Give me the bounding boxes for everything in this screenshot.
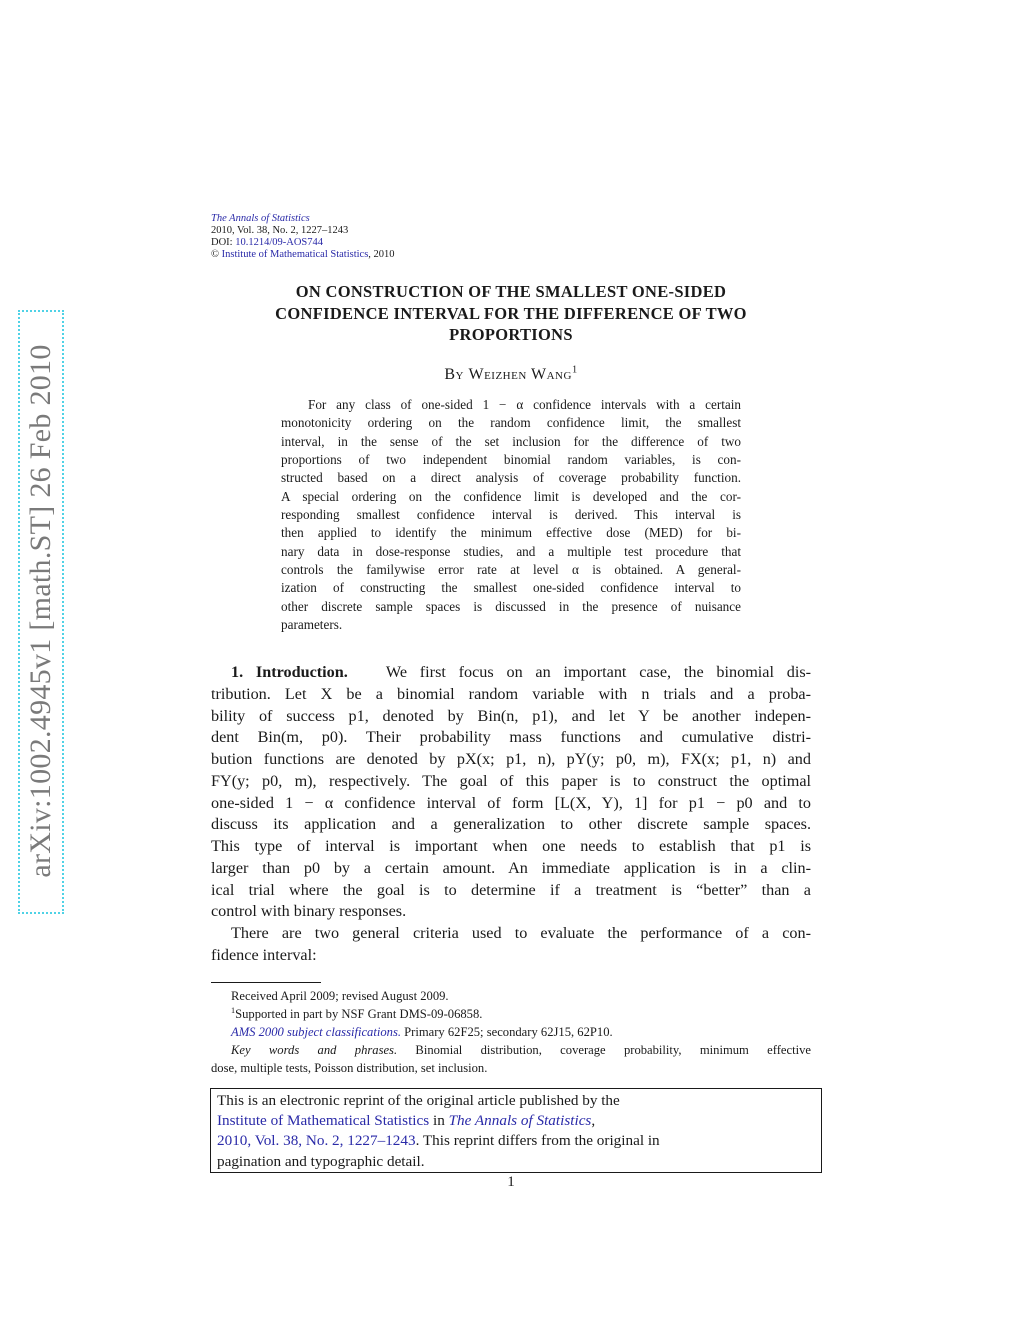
author-by: By [444,366,464,383]
body-line: FY(y; p0, m), respectively. The goal of this paper is to construct the optimal [211,771,811,790]
journal-header [211,213,395,261]
copyright-year: , 2010 [368,249,395,260]
body-line: bility of success p1, denoted by Bin(n, p1), and let Y be another indepen- [211,706,811,725]
abstract-line: then applied to identify the minimum effective dose (MED) for bi- [281,525,741,541]
body-line: dent Bin(m, p0). Their probability mass functions and cumulative distri- [211,728,811,747]
section-number: 1. [231,663,244,681]
keywords-text-cont: dose, multiple tests, Poisson distribution, set inclusion. [211,1061,488,1076]
author-line [211,366,811,384]
section-title: Introduction. [255,663,348,681]
body-line: discuss its application and a generalization to other discrete sample spaces. [211,815,811,834]
support-footnote-mark: 1 [231,1005,236,1015]
reprint-institute-link[interactable]: Institute of Mathematical Statistics [217,1112,430,1130]
abstract-line: other discrete sample spaces is discussed in the presence of nuisance [281,598,741,614]
body-line: bution functions are denoted by pX(x; p1, n), pY(y; p0, m), FX(x; p1, n) and [211,750,811,768]
abstract-line: proportions of two independent binomial random variables, is con- [281,452,741,468]
abstract-line: A special ordering on the confidence limit is developed and the cor- [281,488,741,504]
keywords-text: Binomial distribution, coverage probability, minimum effective [397,1043,811,1058]
body-line: tribution. Let X be a binomial random variable with n trials and a proba- [211,684,811,703]
support-note: Supported in part by NSF Grant DMS-09-06858. [235,1007,483,1022]
abstract-line: responding smallest confidence interval is derived. This interval is [281,507,741,523]
body-line: This type of interval is important when one needs to establish that p1 is [211,837,811,855]
ams-classification-text: Primary 62F25; secondary 62J15, 62P10. [401,1025,613,1040]
journal-link[interactable]: The Annals of Statistics [211,213,310,224]
keywords-label: Key words and phrases. [231,1043,398,1058]
body-line: larger than p0 by a certain amount. An immediate application is in a clin- [211,858,811,877]
body-line: one-sided 1 − α confidence interval of form [L(X, Y), 1] for p1 − p0 and to [211,793,811,812]
reprint-line-3: . This reprint differs from the original in [415,1132,660,1150]
footnotes [211,987,811,1077]
page-number: 1 [507,1174,515,1190]
volume-line: 2010, Vol. 38, No. 2, 1227–1243 [211,225,349,236]
reprint-notice-box [210,1088,822,1173]
abstract-line: ization of constructing the smallest one-sided confidence interval to [281,580,741,596]
body-line: control with binary responses. [211,902,407,921]
body-line: fidence interval: [211,945,317,964]
doi-label: DOI: [211,237,233,248]
arxiv-stamp: arXiv:1002.4945v1 [math.ST] 26 Feb 2010 [24,344,57,878]
body-line: ical trial where the goal is to determine if a treatment is “better” than a [211,880,811,899]
footnote-rule [211,982,321,983]
doi-link[interactable]: 10.1214/09-AOS744 [235,237,324,248]
reprint-journal-link[interactable]: The Annals of Statistics [448,1112,592,1130]
title-line-2: CONFIDENCE INTERVAL FOR THE DIFFERENCE OF TWO [275,303,747,323]
abstract-line: monotonicity ordering on the random confidence limit, the smallest [281,415,741,431]
abstract-line: interval, in the sense of the set inclusion for the difference of two [281,433,741,449]
reprint-citation-link[interactable]: 2010, Vol. 38, No. 2, 1227–1243 [217,1132,416,1150]
introduction-section [211,662,811,967]
reprint-comma: , [591,1112,596,1130]
paper-title [211,281,811,346]
body-line: There are two general criteria used to evaluate the performance of a con- [231,924,811,942]
title-line-3: PROPORTIONS [449,325,573,344]
abstract-line: controls the familywise error rate at level α is obtained. A general- [281,562,741,578]
abstract [281,396,741,634]
section-heading-line [211,662,811,684]
reprint-line-1: This is an electronic reprint of the original article published by the [217,1092,620,1109]
abstract-line: structed based on a direct analysis of coverage probability function. [281,470,741,486]
received-note: Received April 2009; revised August 2009. [231,989,449,1003]
author-footnote-mark: 1 [571,364,578,376]
copyright-symbol: © [211,249,219,260]
institute-link[interactable]: Institute of Mathematical Statistics [221,249,369,260]
reprint-in: in [429,1112,449,1130]
author-name: Weizhen Wang [468,366,572,383]
ams-classification-link[interactable]: AMS 2000 subject classifications. [231,1025,401,1040]
abstract-line: nary data in dose-response studies, and a multiple test procedure that [281,543,741,559]
title-line-1: ON CONSTRUCTION OF THE SMALLEST ONE-SIDED [295,282,727,301]
body-line: We first focus on an important case, the binomial dis- [385,663,812,681]
abstract-line: parameters. [281,617,343,633]
reprint-line-4: pagination and typographic detail. [217,1152,425,1170]
abstract-line: For any class of one-sided 1 − α confidence intervals with a certain [308,397,741,412]
